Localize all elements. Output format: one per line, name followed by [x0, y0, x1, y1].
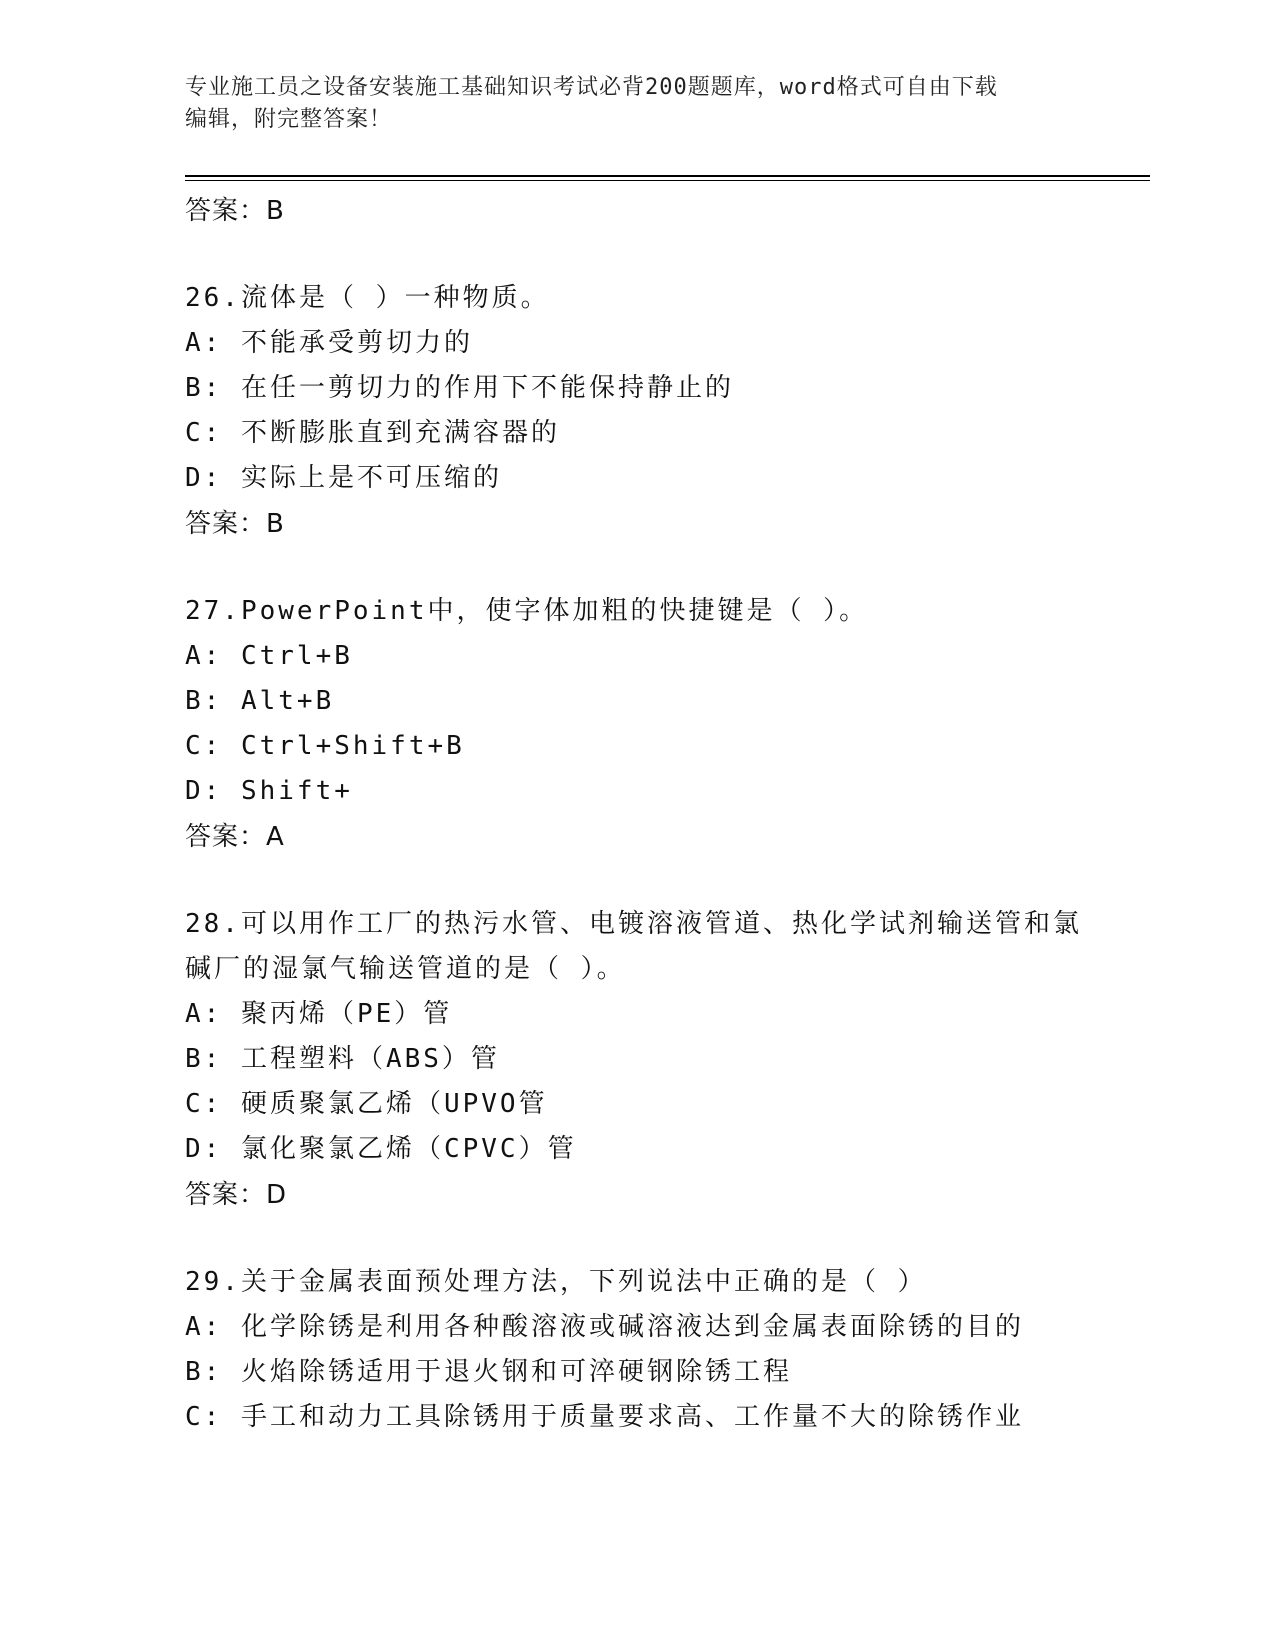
answer: 答案：D	[185, 1180, 288, 1210]
option-c: C: 手工和动力工具除锈用于质量要求高、工作量不大的除锈作业	[185, 1402, 1024, 1432]
question-26	[185, 276, 1095, 547]
option-b: B: 在任一剪切力的作用下不能保持静止的	[185, 373, 734, 403]
question-stem-line-2: 碱厂的湿氯气输送管道的是（ ）。	[185, 954, 626, 984]
option-c: C: 硬质聚氯乙烯（UPVO管	[185, 1089, 548, 1119]
document-header	[185, 72, 1085, 136]
question-28	[185, 902, 1095, 1218]
option-b: B: 工程塑料（ABS）管	[185, 1044, 500, 1074]
option-d: D: 实际上是不可压缩的	[185, 463, 502, 493]
question-27	[185, 589, 1095, 860]
option-c: C: Ctrl+Shift+B	[185, 731, 465, 761]
question-29	[185, 1260, 1095, 1440]
header-line-1: 专业施工员之设备安装施工基础知识考试必背200题题库，word格式可自由下载	[185, 75, 998, 100]
option-a: A: 聚丙烯（PE）管	[185, 999, 453, 1029]
question-stem: 26.流体是（ ）一种物质。	[185, 283, 550, 313]
header-divider-thin	[185, 180, 1150, 181]
option-d: D: Shift+	[185, 776, 353, 806]
question-list	[185, 188, 1095, 1440]
answer: 答案：B	[185, 509, 285, 539]
option-a: A: 不能承受剪切力的	[185, 328, 473, 358]
question-stem: 27.PowerPoint中，使字体加粗的快捷键是（ ）。	[185, 596, 869, 626]
option-a: A: Ctrl+B	[185, 641, 353, 671]
header-divider-thick	[185, 175, 1150, 177]
option-b: B: 火焰除锈适用于退火钢和可淬硬钢除锈工程	[185, 1357, 792, 1387]
option-c: C: 不断膨胀直到充满容器的	[185, 418, 560, 448]
answer-previous: 答案：B	[185, 196, 285, 226]
question-stem-line-1: 28.可以用作工厂的热污水管、电镀溶液管道、热化学试剂输送管和氯	[185, 909, 1082, 939]
option-d: D: 氯化聚氯乙烯（CPVC）管	[185, 1134, 577, 1164]
question-stem: 29.关于金属表面预处理方法，下列说法中正确的是（ ）	[185, 1267, 927, 1297]
option-b: B: Alt+B	[185, 686, 335, 716]
header-line-2: 编辑，附完整答案！	[185, 107, 393, 132]
answer: 答案：A	[185, 822, 285, 852]
option-a: A: 化学除锈是利用各种酸溶液或碱溶液达到金属表面除锈的目的	[185, 1312, 1024, 1342]
